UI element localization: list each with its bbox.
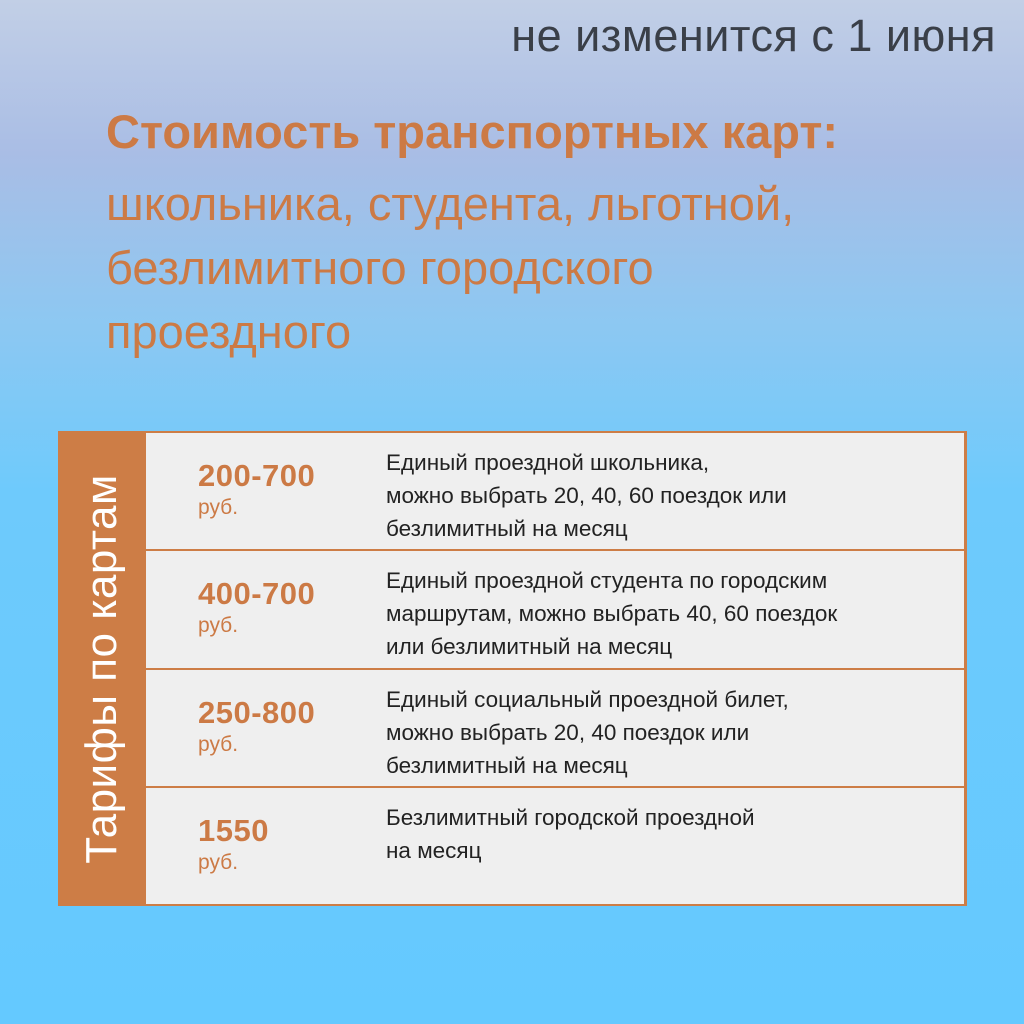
tariff-description-line: Единый социальный проездной билет, (386, 686, 789, 712)
tariff-table (58, 431, 967, 906)
tariff-description (386, 564, 946, 663)
tariff-description-line: безлимитный на месяц (386, 752, 628, 778)
tariff-price-unit: руб. (198, 614, 239, 638)
heading-subtitle-line: проездного (106, 305, 352, 358)
tariff-price-value: 400-700 (198, 576, 316, 612)
tariff-description-line: или безлимитный на месяц (386, 634, 673, 660)
tariff-description-line: маршрутам, можно выбрать 40, 60 поездок (386, 601, 838, 627)
tariff-side-panel (58, 431, 146, 906)
heading-title: Стоимость транспортных карт: (106, 105, 839, 158)
tariff-price (198, 458, 315, 522)
tariff-price-value: 200-700 (198, 458, 316, 493)
tariff-description-line: можно выбрать 20, 40, 60 поездок или (386, 483, 787, 508)
tariff-side-label: Тарифы по картам (77, 473, 126, 864)
tariff-price-value: 250-800 (198, 694, 316, 730)
tariff-price-unit: руб. (198, 732, 239, 756)
tariff-price-unit: руб. (198, 850, 239, 874)
tariff-row (146, 788, 964, 904)
heading (106, 102, 986, 364)
tariff-rows (146, 431, 967, 906)
tariff-price-unit: руб. (198, 496, 239, 519)
tariff-description (386, 446, 946, 545)
tariff-price (198, 576, 315, 640)
tariff-price (198, 813, 269, 877)
tariff-description-line: Единый проездной школьника, (386, 450, 710, 475)
tariff-price-value: 1550 (198, 812, 269, 848)
tariff-row (146, 551, 964, 667)
top-note: не изменится с 1 июня (511, 10, 996, 61)
heading-subtitle-line: безлимитного городского (106, 241, 654, 294)
tariff-description (386, 683, 946, 782)
tariff-price (198, 695, 315, 759)
tariff-description-line: безлимитный на месяц (386, 516, 628, 541)
tariff-description-line: можно выбрать 20, 40 поездок или (386, 719, 750, 745)
tariff-description-line: Безлимитный городской проездной (386, 804, 755, 830)
tariff-row (146, 433, 964, 549)
tariff-description-line: на месяц (386, 837, 482, 863)
tariff-row (146, 670, 964, 786)
tariff-description (386, 801, 946, 867)
heading-subtitle-line: школьника, студента, льготной, (106, 177, 795, 230)
heading-subtitle (106, 172, 986, 364)
tariff-description-line: Единый проездной студента по городским (386, 568, 828, 594)
